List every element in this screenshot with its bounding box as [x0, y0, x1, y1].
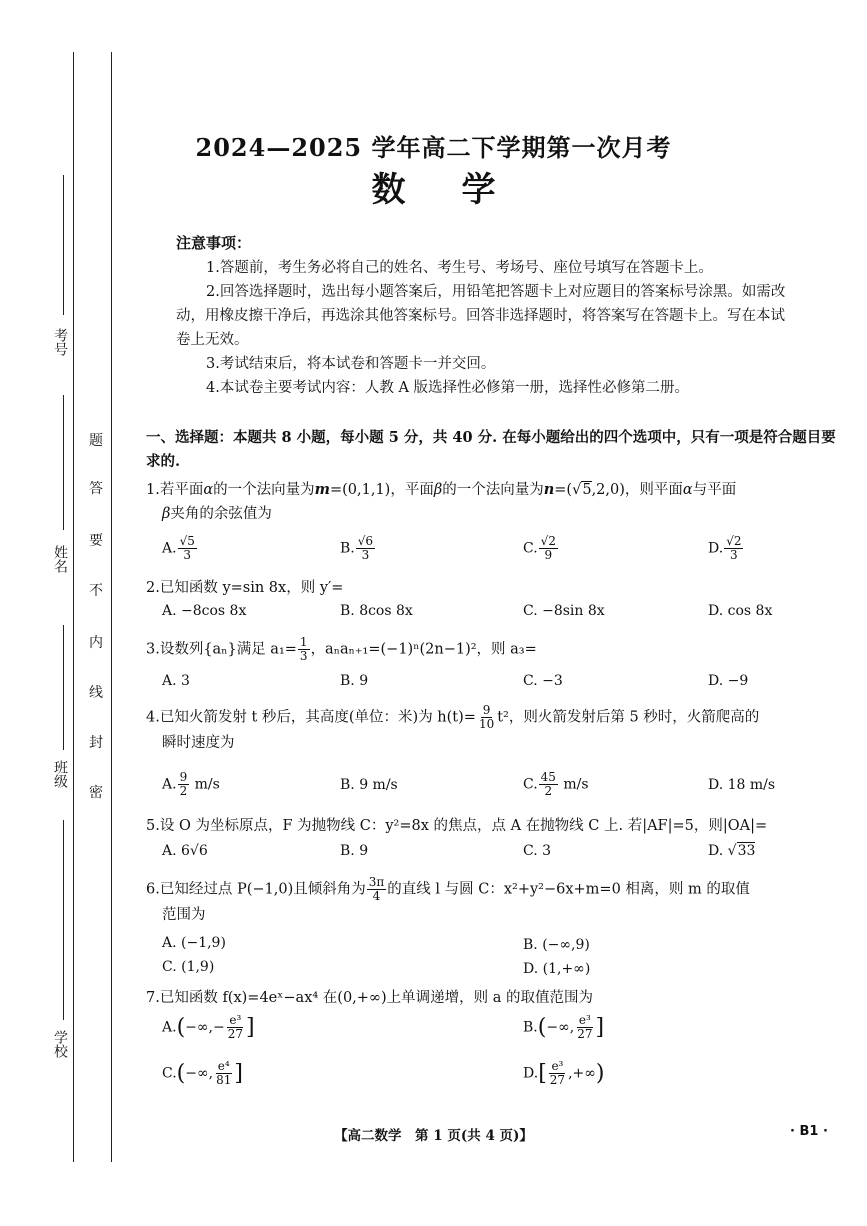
q1-text: =(0,1,1)，平面 — [329, 482, 434, 498]
m-vector: m — [314, 481, 330, 498]
question-6 — [146, 876, 836, 927]
binding-inner-line — [111, 52, 112, 1162]
q7-option-a: A.(−∞,− $\frac{\text{e³}}{27}$ ] — [162, 1013, 255, 1041]
page-footer: 【高二数学 第 1 页(共 4 页)】 — [334, 1128, 533, 1144]
q6-option-d: D. (1,+∞) — [523, 961, 591, 977]
q5-option-a: A. 6√6 — [162, 843, 208, 859]
note-item: 1.答题前，考生务必将自己的姓名、考生号、考场号、座位号填写在答题卡上。 — [206, 260, 713, 276]
q3-option-a: A. 3 — [162, 673, 190, 689]
question-2 — [146, 576, 836, 600]
notes-heading: 注意事项： — [176, 234, 252, 252]
n-vector: n — [543, 481, 555, 498]
binding-outer-line — [73, 52, 74, 1162]
q1-option-b: B. $\frac{√6}{3}$ — [340, 534, 374, 562]
seal-char: 线 — [89, 685, 103, 701]
q4-text: 4.已知火箭发射 t 秒后，其高度(单位：米)为 h(t)= — [146, 709, 476, 726]
seal-char: 内 — [89, 635, 103, 651]
blank-school — [63, 820, 64, 1020]
question-7 — [146, 986, 836, 1010]
fraction: $\frac{3\pi}{4}$ — [368, 875, 385, 903]
blank-class — [63, 625, 64, 750]
note-item: 3.考试结束后，将本试卷和答题卡一并交回。 — [206, 356, 496, 372]
question-1: 1.若平面α的一个法向量为m=(0,1,1)，平面β的一个法向量为n=(√5,2,0)，则平面α与平面 β夹角的余弦值为 — [146, 481, 737, 522]
alpha-symbol: α — [203, 482, 214, 498]
q5-option-b: B. 9 — [340, 843, 369, 859]
q1-text: 1.若平面 — [146, 482, 204, 498]
q1-text: =( — [554, 482, 573, 498]
name-label: 姓名 — [52, 545, 68, 573]
seal-char: 要 — [89, 533, 103, 549]
seal-char: 密 — [89, 785, 103, 801]
q7-option-b: B.(−∞, $\frac{\text{e³}}{27}$ ] — [523, 1013, 605, 1041]
q1-text: 夹角的余弦值为 — [170, 506, 272, 522]
beta-symbol: β — [162, 506, 171, 522]
q6-option-b: B. (−∞,9) — [523, 937, 590, 953]
q1-option-c: C. $\frac{√2}{9}$ — [523, 534, 556, 562]
class-label: 班级 — [52, 760, 68, 788]
question-4 — [146, 704, 836, 755]
seal-char: 题 — [89, 433, 103, 449]
q4-option-b: B. 9 m/s — [340, 777, 398, 793]
q5-option-c: C. 3 — [523, 843, 552, 859]
q1-text: 与平面 — [692, 482, 737, 498]
note-item: 2.回答选择题时，选出每小题答案后，用铅笔把答题卡上对应题目的答案标号涂黑。如需改动，用橡皮擦干净后，再选涂其他答案标号。回答非选择题时，将答案写在答题卡上。写在本试卷上无效。 — [176, 284, 786, 348]
question-3 — [146, 636, 836, 663]
q2-option-d: D. cos 8x — [708, 603, 773, 619]
q6-option-c: C. (1,9) — [162, 959, 215, 975]
q1-option-d: D. $\frac{√2}{3}$ — [708, 534, 742, 562]
section-heading — [146, 426, 836, 474]
exam-title: 2024—2025 学年高二下学期第一次月考 — [195, 133, 672, 162]
alpha-symbol: α — [682, 482, 693, 498]
q2-option-a: A. −8cos 8x — [162, 603, 247, 619]
seal-char: 封 — [89, 735, 103, 751]
seal-char: 答 — [89, 481, 103, 497]
sqrt-value: 5 — [582, 482, 592, 498]
q4-text: 瞬时速度为 — [162, 735, 235, 751]
note-item: 4.本试卷主要考试内容：人教 A 版选择性必修第一册，选择性必修第二册。 — [206, 380, 690, 396]
q5-text: 5.设 O 为坐标原点，F 为抛物线 C：y²=8x 的焦点，点 A 在抛物线 C 上. 若|AF|=5，则|OA|= — [146, 818, 768, 834]
q3-option-c: C. −3 — [523, 673, 563, 689]
q4-option-a: A. $\frac{9}{2}$ m/s — [162, 770, 220, 798]
question-5 — [146, 814, 836, 838]
q6-text: 的直线 l 与圆 C：x²+y²−6x+m=0 相离，则 m 的取值 — [387, 881, 750, 898]
paper-code: · B1 · — [790, 1124, 828, 1139]
q2-option-c: C. −8sin 8x — [523, 603, 605, 619]
q4-text: t²，则火箭发射后第 5 秒时，火箭爬高的 — [497, 709, 760, 726]
q4-option-d: D. 18 m/s — [708, 777, 776, 793]
q1-text: 的一个法向量为 — [442, 482, 544, 498]
q2-option-b: B. 8cos 8x — [340, 603, 413, 619]
notes-list — [176, 256, 786, 400]
exam-number-label: 考号 — [52, 328, 68, 356]
q7-text: 7.已知函数 f(x)=4eˣ−ax⁴ 在(0,+∞)上单调递增，则 a 的取值范围为 — [146, 990, 594, 1006]
fraction: $\frac{1}{3}$ — [299, 635, 308, 663]
q3-text: ，aₙaₙ₊₁=(−1)ⁿ(2n−1)²，则 a₃= — [310, 641, 537, 658]
q6-text: 范围为 — [162, 907, 206, 923]
q1-text: ,2,0)，则平面 — [591, 482, 683, 498]
blank-name — [63, 395, 64, 530]
q2-text: 2.已知函数 y=sin 8x，则 y′= — [146, 580, 344, 596]
q3-option-d: D. −9 — [708, 673, 749, 689]
q7-option-c: C.(−∞, $\frac{\text{e⁴}}{81}$ ] — [162, 1059, 243, 1087]
beta-symbol: β — [433, 482, 443, 498]
q7-option-d: D.[ $\frac{\text{e³}}{27}$ ,+∞) — [523, 1059, 605, 1087]
q1-text: 的一个法向量为 — [213, 482, 315, 498]
section-heading-text: 一、选择题：本题共 8 小题，每小题 5 分，共 40 分. 在每小题给出的四个选项中，只有一项是符合题目要求的. — [146, 429, 836, 470]
seal-char: 不 — [89, 583, 103, 599]
fraction: $\frac{9}{10}$ — [478, 703, 495, 731]
school-label: 学校 — [52, 1030, 68, 1058]
q6-option-a: A. (−1,9) — [162, 935, 226, 951]
q5-option-d: D. √33 — [708, 843, 756, 859]
q6-text: 6.已知经过点 P(−1,0)且倾斜角为 — [146, 881, 366, 898]
q3-text: 3.设数列{aₙ}满足 a₁= — [146, 641, 297, 658]
q1-option-a: A. $\frac{√5}{3}$ — [162, 534, 195, 562]
subject-title: 数学 — [371, 170, 552, 210]
q3-option-b: B. 9 — [340, 673, 369, 689]
q4-option-c: C. $\frac{45}{2}$ m/s — [523, 770, 589, 798]
